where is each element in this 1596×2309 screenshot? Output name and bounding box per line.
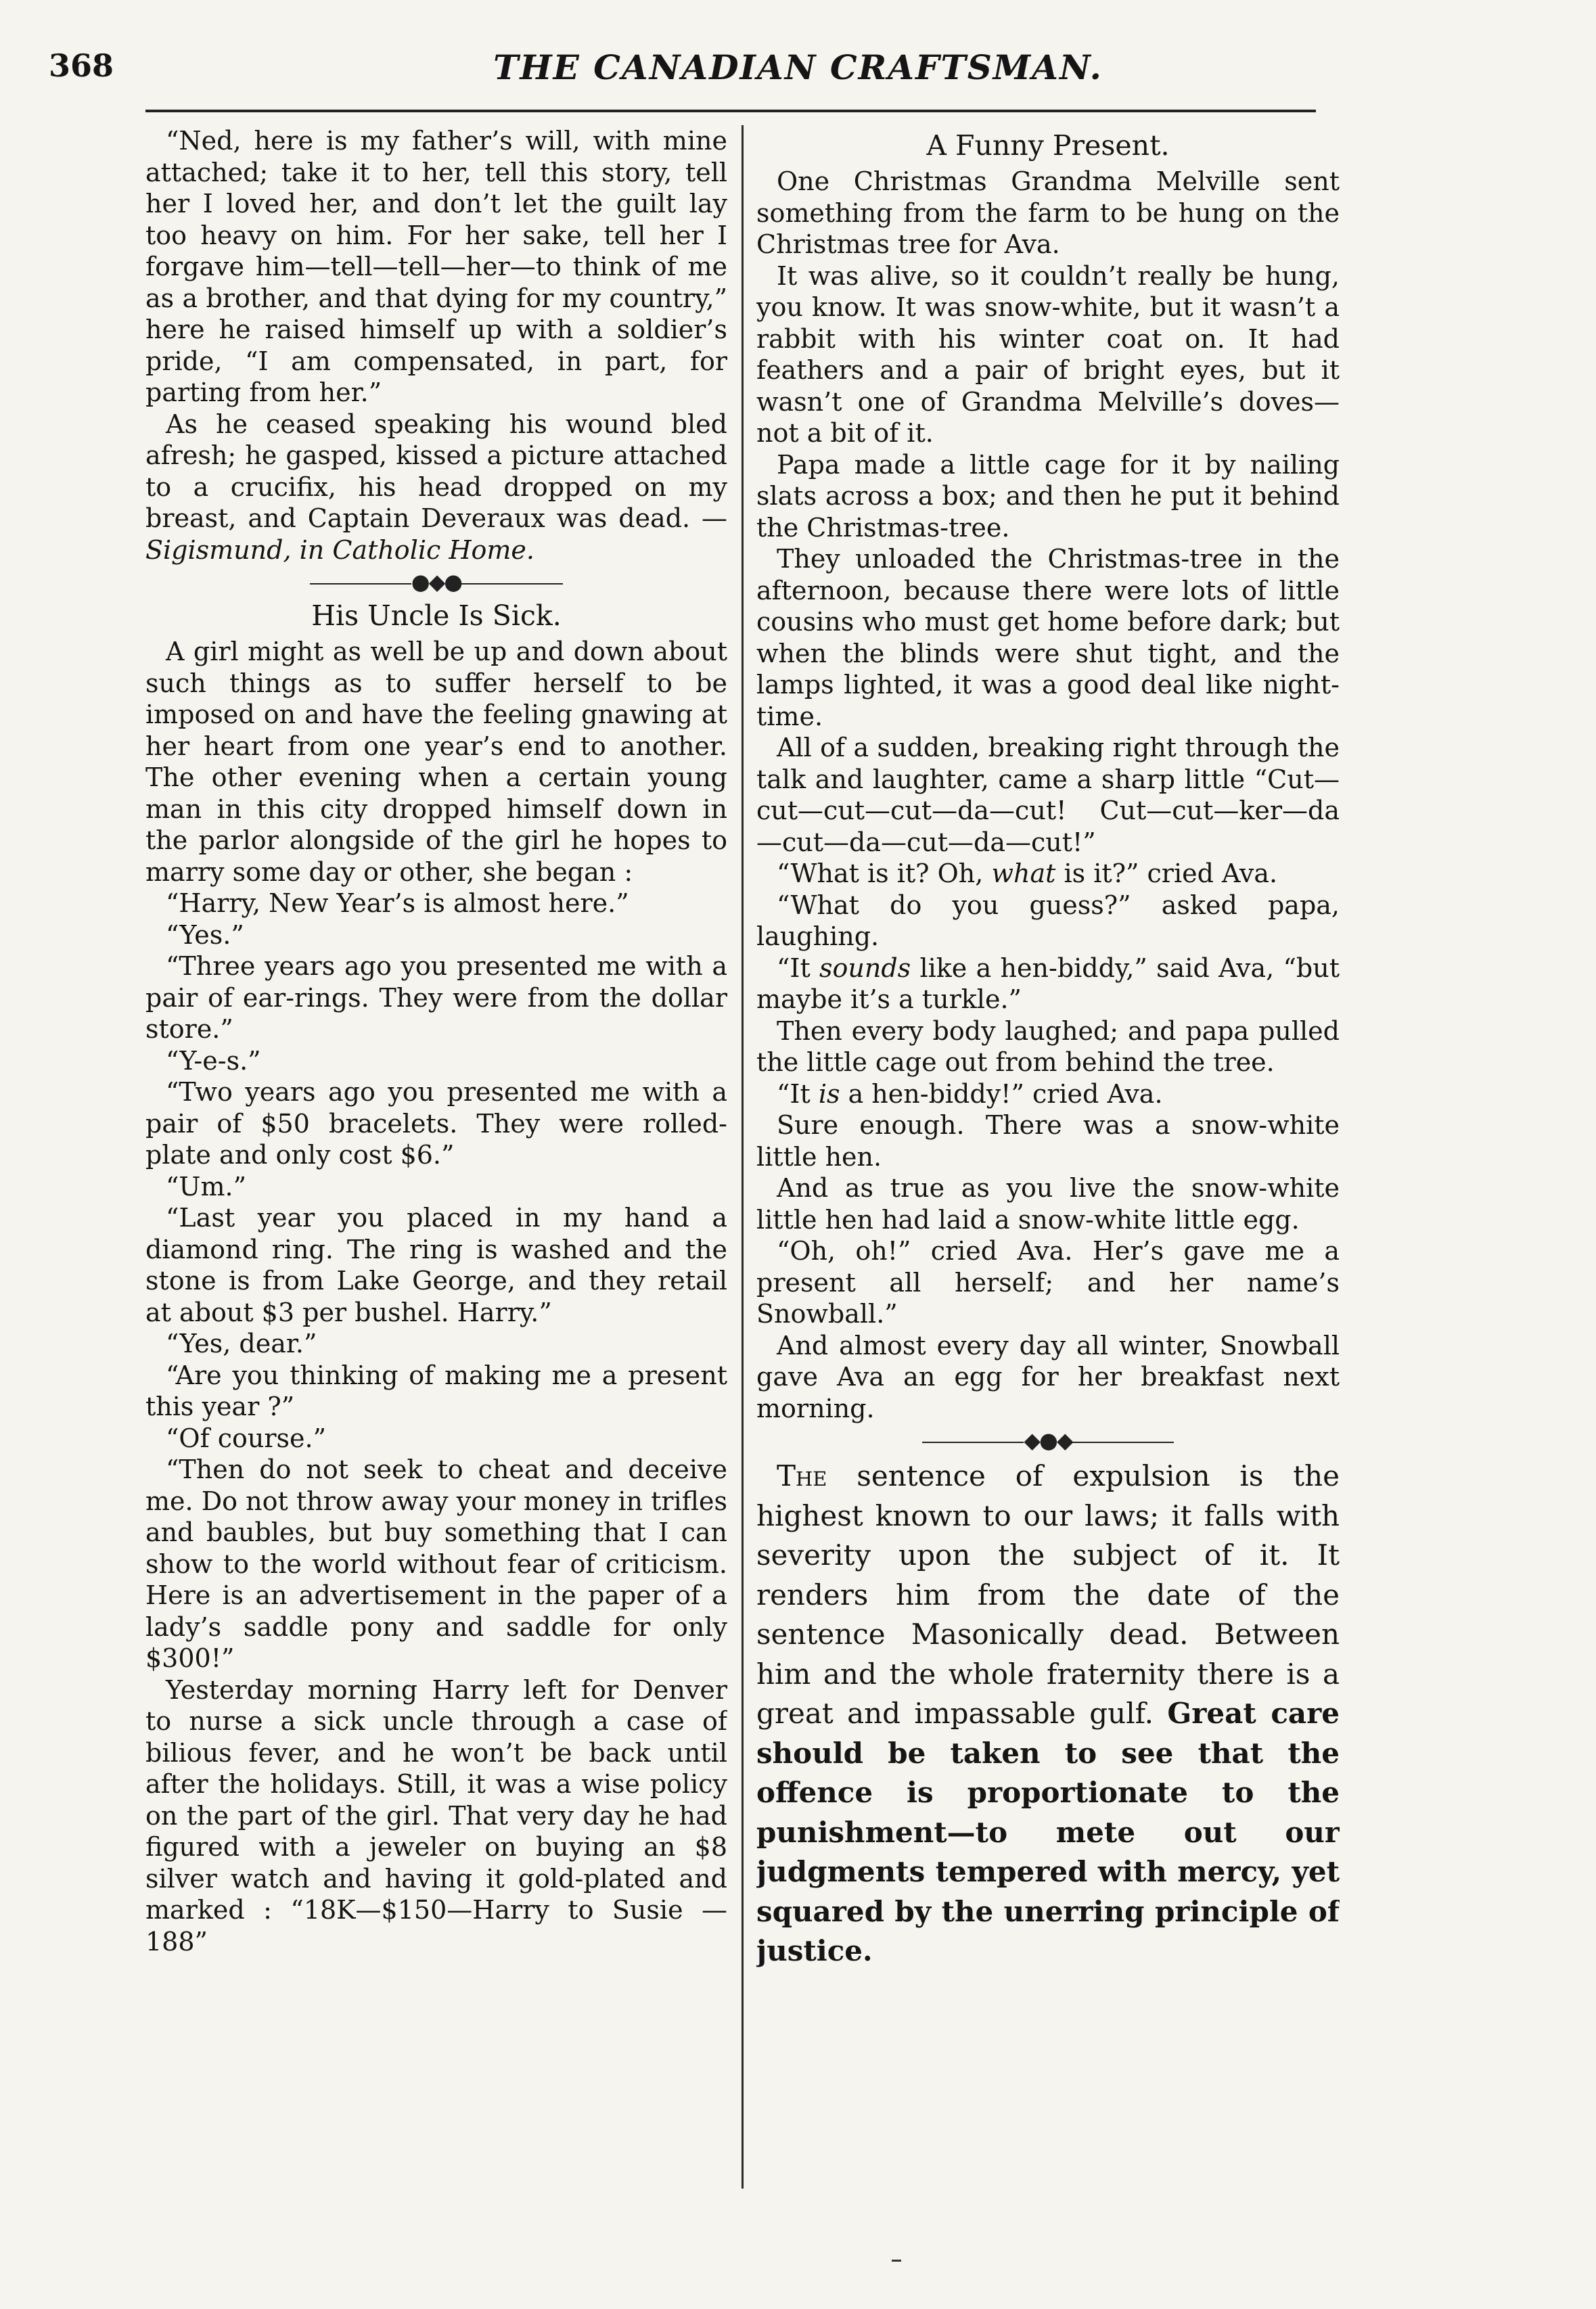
article-paragraph: [756, 1078, 1340, 1110]
story-credit: Sigismund, in Catholic Home.: [145, 534, 534, 565]
article-paragraph: “Then do not seek to cheat and deceive me. Do not throw away your money in trifles and baubles, but buy something that I can show to the world without fear of criticism. Here is an advertisement in the paper of a lady’s saddle pony and saddle for only $300!”: [145, 1455, 727, 1673]
expulsion-text: sentence of expulsion is the highest known to our laws; it falls with severity upon the subject of it. It renders him from the date of the sentence Masonically dead. Between him and the whole fraternity there is a great and impassable gulf.: [756, 1459, 1340, 1730]
article-paragraph: Yesterday morning Harry left for Denver to nurse a sick uncle through a case of bilious fever, and he won’t be back until after the holidays. Still, it was a wise policy on the part of the girl. That very day he had figured with a jeweler on buying an $8 silver watch and having it gold-plated and marked : “18K—$150—Harry to Susie —188”: [145, 1674, 727, 1957]
page-number: 368: [49, 47, 114, 84]
text-run: a hen-biddy!” cried Ava.: [848, 1078, 1163, 1109]
article-paragraph: Then every body laughed; and papa pulled the little cage out from behind the tree.: [756, 1015, 1340, 1077]
expulsion-bold-text: Great care should be taken to see that the offence is proportionate to the punishment—to mete out our judgments tempered with mercy, yet squared by the unerring principle of justice.: [756, 1697, 1340, 1967]
story-paragraph: “Ned, here is my father’s will, with mine attached; take it to her, tell this story, tell her I loved her, and don’t let the guilt lay too heavy on him. For her sake, tell her I forgave him—tell—tell—her—to think of me as a brother, and that dying for my country,” here he raised himself up with a soldier’s pride, “I am compensated, in part, for parting from her.”: [145, 126, 727, 407]
expulsion-lead: The: [777, 1459, 827, 1492]
text-run: like a hen-biddy,” said Ava, “but maybe it’s a turkle.”: [756, 953, 1340, 1014]
article-paragraph: A girl might as well be up and down about such things as to suffer herself to be imposed on and have the feeling gnawing at her heart from one year’s end to another. The other evening when a certain young man in this city dropped himself down in the parlor alongside of the girl he hopes to marry some day or other, she began :: [145, 637, 727, 887]
article-paragraph: “Three years ago you presented me with a pair of ear-rings. They were from the dollar store.”: [145, 951, 727, 1044]
article-paragraph: “What do you guess?” asked papa, laughing.: [756, 890, 1340, 951]
column-divider: [742, 125, 744, 2189]
article-paragraph: “Two years ago you presented me with a pair of $50 bracelets. They were rolled-plate and only cost $6.”: [145, 1077, 727, 1170]
article-paragraph: “Yes.”: [166, 919, 244, 950]
page-speck: [892, 2260, 901, 2262]
section-title-a-funny-present: A Funny Present.: [926, 129, 1170, 162]
story-paragraph: [145, 409, 727, 566]
article-paragraph: And as true as you live the snow-white little hen had laid a snow-white little egg.: [756, 1173, 1340, 1235]
article-paragraph: “Y-e-s.”: [166, 1045, 261, 1076]
text-run: is it?” cried Ava.: [1064, 859, 1278, 888]
right-column: [756, 125, 1340, 2197]
article-paragraph: They unloaded the Christmas-tree in the afternoon, because there were lots of little cousins who must get home before dark; but when the blinds were shut tight, and the lamps lighted, it was a good deal like night-time.: [756, 544, 1340, 731]
header-rule: [145, 110, 1316, 112]
article-paragraph: All of a sudden, breaking right through the talk and laughter, came a sharp little “Cut—cut—cut—cut—da—cut! Cut—cut—ker—da—cut—da—cut—da—cut!”: [756, 733, 1340, 857]
article-paragraph: “Last year you placed in my hand a diamond ring. The ring is washed and the stone is from Lake George, and they retail at about $3 per bushel. Harry.”: [145, 1203, 727, 1327]
emphasis: sounds: [819, 953, 911, 983]
text-run: “It: [777, 953, 811, 983]
article-paragraph: “Um.”: [166, 1171, 246, 1202]
article-paragraph: “Of course.”: [166, 1423, 327, 1453]
article-paragraph: [756, 858, 1340, 890]
article-paragraph: “Yes, dear.”: [166, 1329, 317, 1358]
section-ornament: ◆●◆: [756, 1427, 1340, 1454]
article-paragraph: It was alive, so it couldn’t really be hung, you know. It was snow-white, but it wasn’t a rabbit with his winter coat on. It had feathers and a pair of bright eyes, but it wasn’t one of Grandma Melville’s doves—not a bit of it.: [756, 260, 1340, 448]
expulsion-paragraph: [756, 1457, 1340, 1971]
article-paragraph: “Harry, New Year’s is almost here.”: [166, 888, 629, 918]
text-run: “What is it? Oh,: [777, 859, 984, 888]
left-column: [145, 125, 727, 2197]
article-paragraph: And almost every day all winter, Snowball gave Ava an egg for her breakfast next morning.: [756, 1330, 1340, 1423]
text-run: “It: [777, 1078, 811, 1109]
article-paragraph: “Oh, oh!” cried Ava. Her’s gave me a present all herself; and her name’s Snowball.”: [756, 1236, 1340, 1329]
emphasis: is: [818, 1078, 840, 1109]
article-paragraph: “Are you thinking of making me a present this year ?”: [145, 1360, 727, 1421]
running-title: THE CANADIAN CRAFTSMAN.: [493, 47, 1103, 87]
story-paragraph-text: As he ceased speaking his wound bled afresh; he gasped, kissed a picture attached to a crucifix, his head dropped on my breast, and Captain Deveraux was dead. —: [145, 409, 727, 533]
article-paragraph: [756, 953, 1340, 1015]
article-paragraph: Sure enough. There was a snow-white little hen.: [756, 1110, 1340, 1172]
section-ornament: ●◆●: [145, 568, 727, 595]
article-paragraph: One Christmas Grandma Melville sent something from the farm to be hung on the Christmas tree for Ava.: [756, 166, 1340, 259]
section-title-his-uncle-is-sick: His Uncle Is Sick.: [311, 599, 562, 632]
article-paragraph: Papa made a little cage for it by nailing slats across a box; and then he put it behind the Christmas-tree.: [756, 449, 1340, 543]
emphasis: what: [991, 859, 1056, 888]
